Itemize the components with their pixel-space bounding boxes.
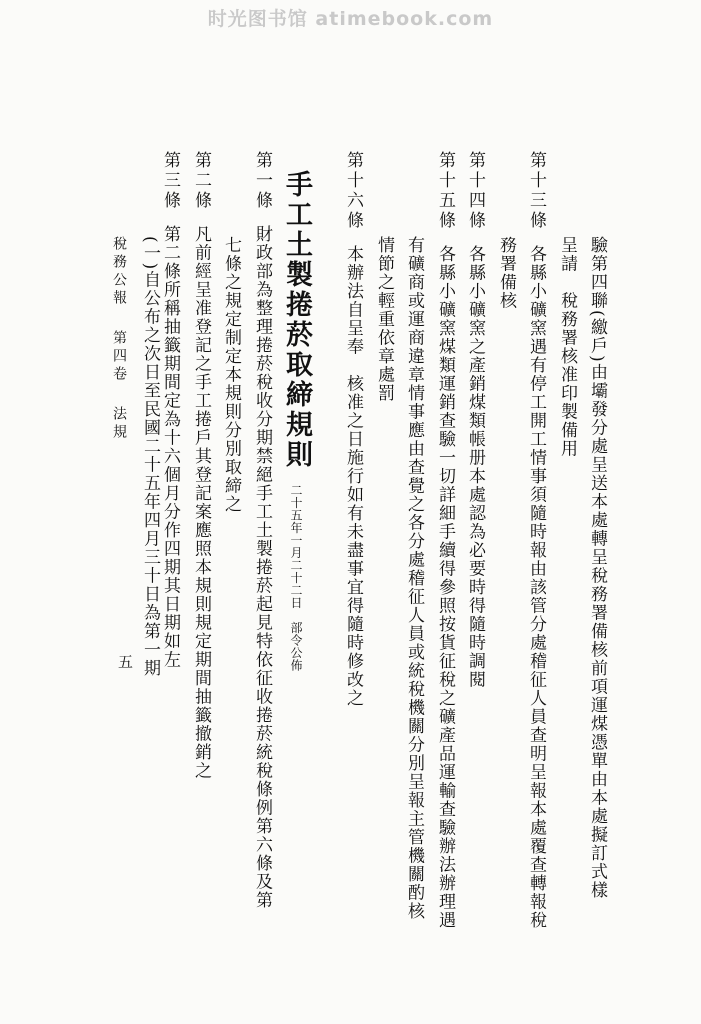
article-text: 各縣小礦窯遇有停工開工情事須隨時報由該管分處稽征人員查明呈報本處覆查轉報稅	[526, 245, 546, 930]
article-label: 第十四條	[465, 151, 485, 231]
text-column-6	[436, 151, 453, 930]
watermark-text: 时光图书馆 atimebook.com	[207, 8, 494, 30]
article-text: 財政部為整理捲菸稅收分期禁絕手工土製捲菸起見特依征收捲菸統稅條例第六條及第	[252, 225, 272, 910]
article-label: 第三條	[160, 151, 180, 211]
article-text: (一)自公布之次日至民國二十五年四月三十日為第一期	[140, 236, 160, 678]
text-column-2	[558, 236, 575, 458]
article-label: 第十五條	[435, 151, 455, 231]
article-label: 第二條	[191, 151, 211, 211]
section-heading	[283, 170, 310, 672]
article-text: 凡前經呈准登記之手工捲戶其登記案應照本規則規定期間抽籤撤銷之	[191, 225, 211, 780]
article-label: 第十六條	[343, 151, 363, 231]
article-text: 第二條所稱抽籤期間定為十六個月分作四期其日期如左	[160, 225, 180, 669]
article-text: 七條之規定制定本規則分別取締之	[221, 236, 241, 514]
text-column-5	[466, 151, 483, 689]
text-column-3	[527, 151, 544, 930]
text-column-13	[192, 151, 209, 780]
article-text: 呈請 稅務署核准印製備用	[557, 236, 577, 458]
regulation-title: 手工土製捲菸取締規則	[281, 170, 312, 470]
section-label: 法規	[111, 406, 127, 442]
article-text: 有礦商或運商違章情事應由查覺之各分處稽征人員或統稅機關分別呈報主管機關酌核	[404, 236, 424, 921]
text-column-14	[161, 151, 178, 669]
article-text: 各縣小礦窯煤類運銷查驗一切詳細手續得參照按貨征稅之礦產品運輸查驗辦法辦理遇	[435, 245, 455, 930]
text-column-9	[344, 151, 361, 708]
article-text: 本辦法自呈奉 核准之日施行如有未盡事宜得隨時修改之	[343, 245, 363, 708]
article-text: 驗第四聯(繳戶)由壩發分處呈送本處轉呈稅務署備核前項運煤憑單由本處擬訂式樣	[587, 236, 607, 900]
article-label: 第十三條	[526, 151, 546, 231]
text-column-11	[253, 151, 270, 910]
text-column-8	[375, 236, 392, 403]
article-text: 務署備核	[496, 236, 516, 310]
article-label: 第一條	[252, 151, 272, 211]
article-text: 情節之輕重依章處罰	[374, 236, 394, 403]
text-column-15	[141, 236, 158, 678]
publication-name: 稅務公報	[111, 236, 127, 308]
promulgation-date: 二十五年一月二十二日 部令公佈	[289, 484, 303, 672]
text-column-4	[497, 236, 514, 310]
text-column-7	[405, 236, 422, 921]
text-column-1	[588, 236, 605, 900]
volume-label: 第四卷	[111, 330, 127, 384]
page-number: 五	[116, 654, 134, 671]
text-column-12	[222, 236, 239, 514]
footer-running-head	[112, 236, 126, 442]
article-text: 各縣小礦窯之產銷煤類帳册本處認為必要時得隨時調閱	[465, 245, 485, 689]
